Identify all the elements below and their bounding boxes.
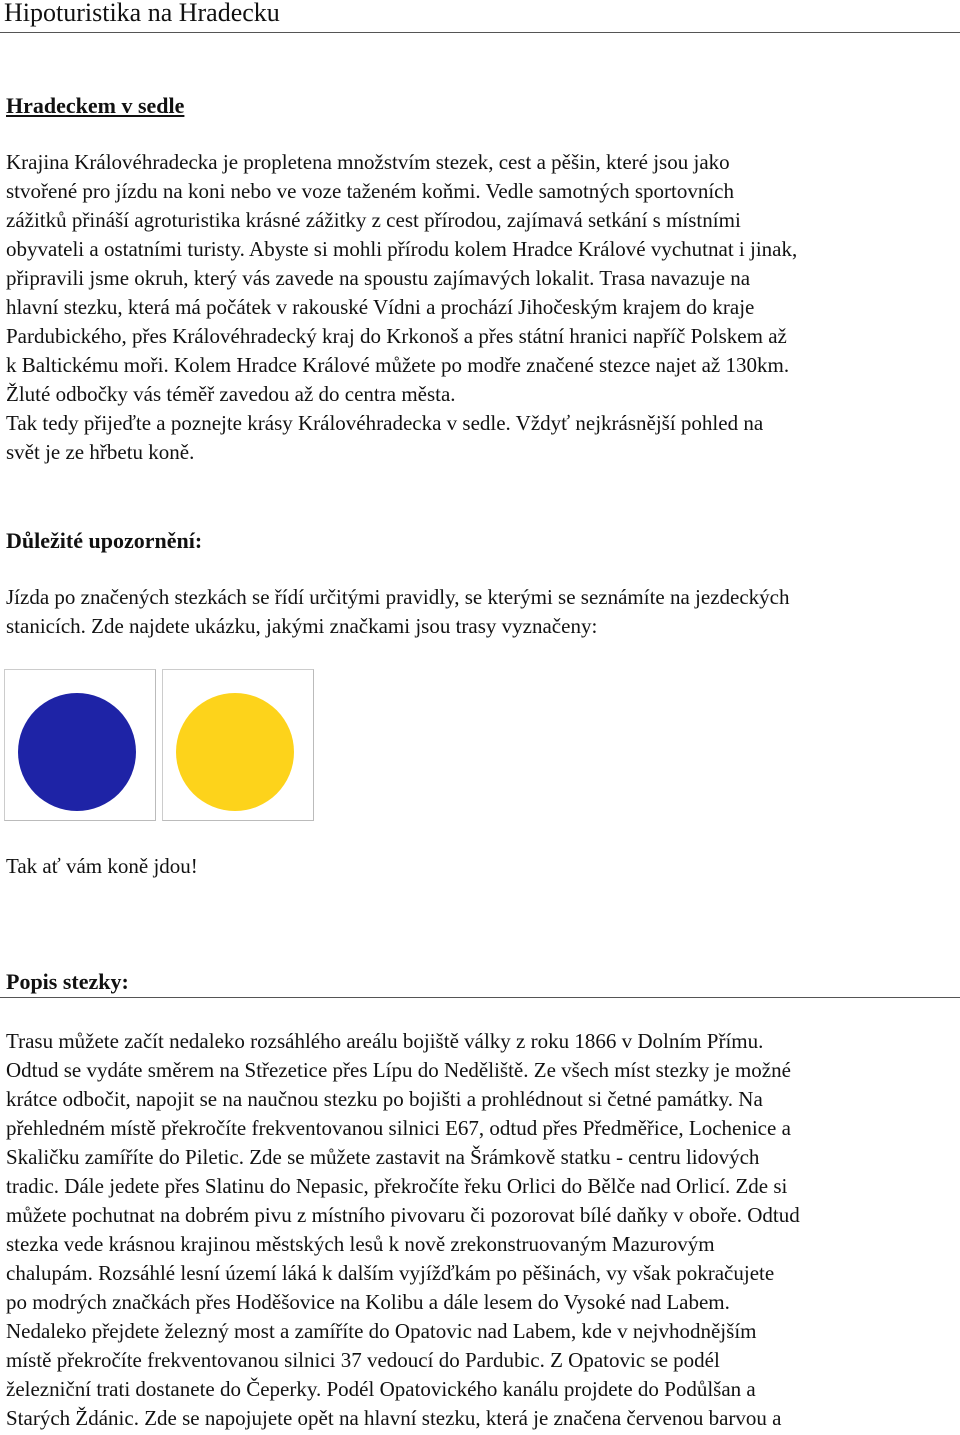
text-line: tradic. Dále jedete přes Slatinu do Nepasic, překročíte řeku Orlici do Bělče nad Orlicí. Zde si	[6, 1174, 788, 1198]
text-line: po modrých značkách přes Hoděšovice na Kolibu a dále lesem do Vysoké nad Labem.	[6, 1290, 730, 1314]
text-line: místě překročíte frekventovanou silnici 37 vedoucí do Pardubic. Z Opatovic se podél	[6, 1348, 720, 1372]
title-divider	[0, 32, 960, 33]
text-line: k Baltickému moři. Kolem Hradce Králové můžete po modře značené stezce najet až 130km.	[6, 353, 790, 377]
yellow-trail-marker-frame	[162, 669, 314, 821]
text-line: stvořené pro jízdu na koni nebo ve voze taženém koňmi. Vedle samotných sportovních	[6, 179, 735, 203]
text-line: Odtud se vydáte směrem na Střezetice přes Lípu do Neděliště. Ze všech míst stezky je možné	[6, 1058, 791, 1082]
section-heading-hradeckem: Hradeckem v sedle	[6, 93, 185, 118]
intro-paragraph	[6, 148, 956, 467]
text-line: Starých Ždánic. Zde se napojujete opět na hlavní stezku, která je značena červenou barvou a	[6, 1406, 782, 1430]
text-line: hlavní stezku, která má počátek v rakouské Vídni a prochází Jihočeským krajem do kraje	[6, 295, 755, 319]
text-line: krátce odbočit, napojit se na naučnou stezku po bojišti a prohlédnout si četné památky. Na	[6, 1087, 763, 1111]
text-line: stezka vede krásnou krajinou městských lesů k nově zrekonstruovaným Mazurovým	[6, 1232, 715, 1256]
section-heading-popis: Popis stezky:	[6, 969, 129, 994]
section-heading-upozorneni: Důležité upozornění:	[6, 528, 203, 553]
text-line: stanicích. Zde najdete ukázku, jakými značkami jsou trasy vyznačeny:	[6, 614, 598, 638]
text-line: přehledném místě překročíte frekventovanou silnici E67, odtud přes Předměřice, Lochenice a	[6, 1116, 791, 1140]
page-title: Hipoturistika na Hradecku	[4, 0, 280, 27]
yellow-trail-marker-icon	[176, 693, 294, 811]
signoff-text: Tak ať vám koně jdou!	[6, 854, 198, 878]
text-line: zážitků přináší agroturistika krásné zážitky z cest přírodou, zajímavá setkání s místními	[6, 208, 741, 232]
text-line: Tak tedy přijeďte a poznejte krásy Královéhradecka v sedle. Vždyť nejkrásnější pohled na	[6, 411, 764, 435]
text-line: Skaličku zamíříte do Piletic. Zde se můžete zastavit na Šrámkově statku - centru lidových	[6, 1145, 760, 1169]
text-line: chalupám. Rozsáhlé lesní území láká k dalším vyjížďkám po pěšinách, vy však pokračujete	[6, 1261, 775, 1285]
trail-markers	[4, 669, 314, 821]
popis-divider	[0, 997, 960, 998]
text-line: železniční trati dostanete do Čeperky. Podél Opatovického kanálu projdete do Podůlšan a	[6, 1377, 756, 1401]
blue-trail-marker-frame	[4, 669, 156, 821]
text-line: svět je ze hřbetu koně.	[6, 440, 195, 464]
text-line: Krajina Královéhradecka je propletena množstvím stezek, cest a pěšin, které jsou jako	[6, 150, 730, 174]
text-line: Jízda po značených stezkách se řídí určitými pravidly, se kterými se seznámíte na jezdeckých	[6, 585, 790, 609]
text-line: Trasu můžete začít nedaleko rozsáhlého areálu bojiště války z roku 1866 v Dolním Přímu.	[6, 1029, 764, 1053]
text-line: obyvateli a ostatními turisty. Abyste si mohli přírodu kolem Hradce Králové vychutnat i jinak,	[6, 237, 798, 261]
rules-paragraph	[6, 583, 956, 641]
blue-trail-marker-icon	[18, 693, 136, 811]
route-paragraph	[6, 1027, 956, 1433]
text-line: Pardubického, přes Královéhradecký kraj do Krkonoš a přes státní hranici napříč Polskem až	[6, 324, 787, 348]
text-line: Žluté odbočky vás téměř zavedou až do centra města.	[6, 382, 456, 406]
text-line: připravili jsme okruh, který vás zavede na spoustu zajímavých lokalit. Trasa navazuje na	[6, 266, 751, 290]
text-line: můžete pochutnat na dobrém pivu z místního pivovaru či pozorovat bílé daňky v oboře. Odtud	[6, 1203, 800, 1227]
text-line: Nedaleko přejdete železný most a zamíříte do Opatovic nad Labem, kde v nejvhodnějším	[6, 1319, 757, 1343]
